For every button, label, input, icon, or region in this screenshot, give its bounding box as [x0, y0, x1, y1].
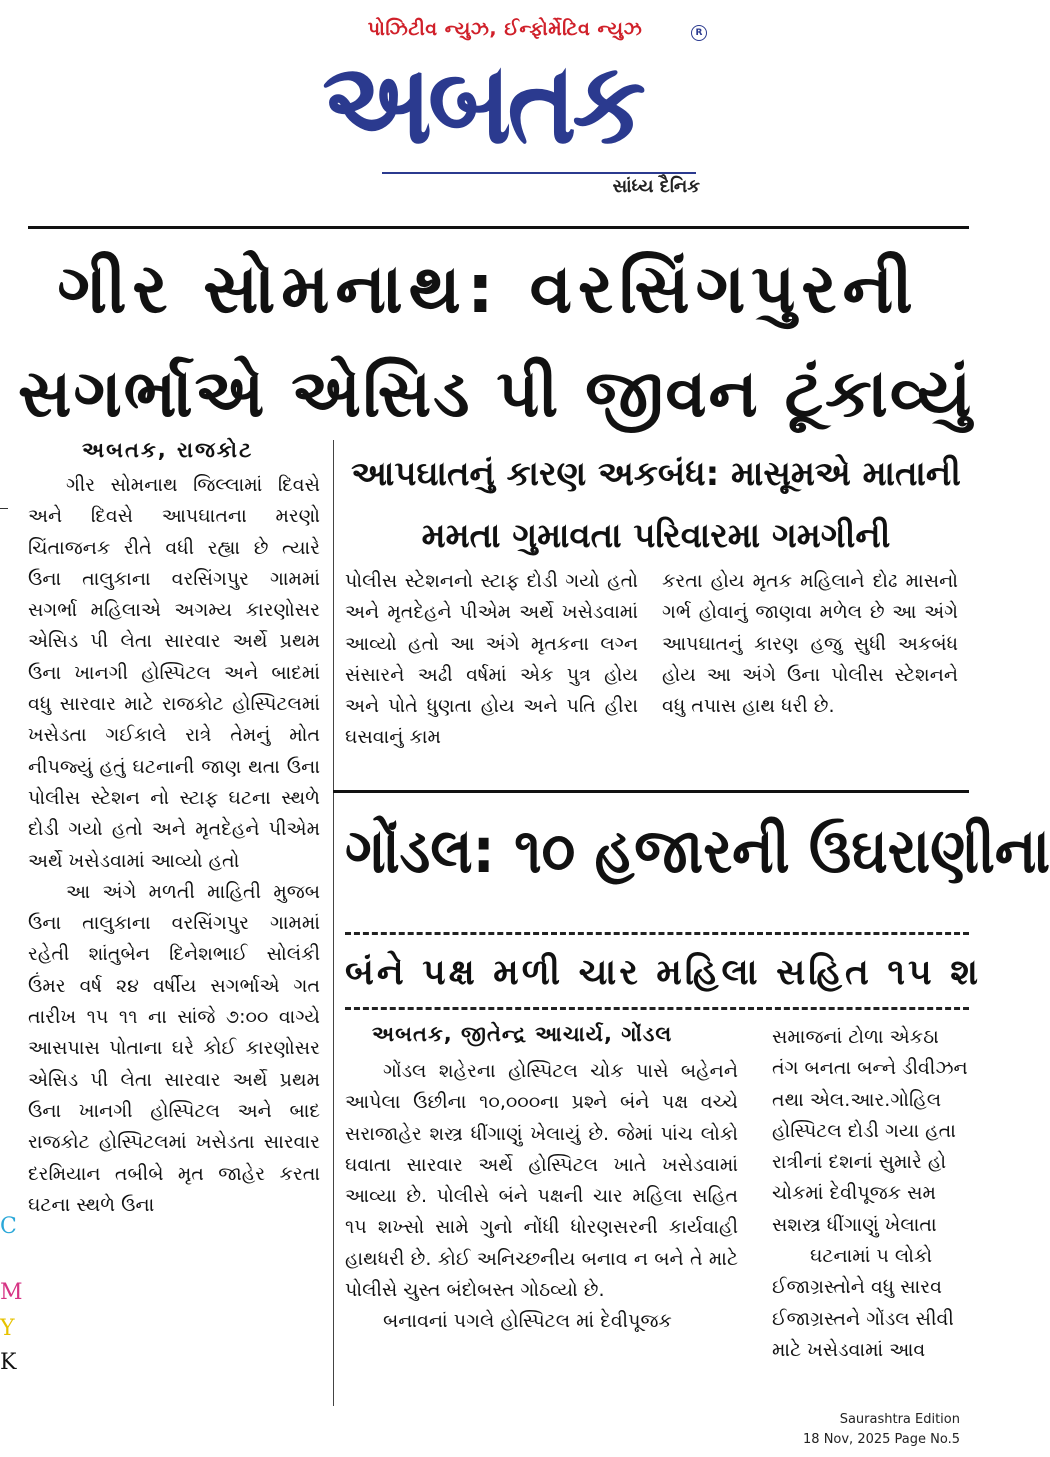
story2-subhead: બંને પક્ષ મળી ચાર મહિલા સહિત ૧૫ શ [345, 952, 981, 993]
masthead-tagline: પોઝિટીવ ન્યુઝ, ઈન્ફોર્મેટિવ ન્યુઝ [367, 18, 643, 40]
registration-mark-m: M [0, 1280, 23, 1305]
story2-line: હોસ્પિટલ દોડી ગયા હતા [772, 1119, 956, 1142]
story2-paragraph: બનાવનાં પગલે હોસ્પિટલ માં દેવીપૂજક [383, 1310, 672, 1333]
story1-byline: અબતક, રાજકોટ [82, 438, 254, 462]
footer-date-page: 18 Nov, 2025 Page No.5 [803, 1432, 960, 1447]
story2-line: ઘટનામાં ૫ લોકો [810, 1245, 933, 1268]
story1-headline-line1: ગીર સોમનાથ: વરસિંગપુરની [57, 250, 919, 329]
story2-line: ચોકમાં દેવીપૂજક સમ [772, 1182, 936, 1205]
crop-mark [0, 508, 8, 509]
story1-left-column [28, 470, 320, 1410]
story2-line: તંગ બનતા બન્ને ડીવીઝન [772, 1057, 968, 1080]
story2-line: સશસ્ત્ર ધીંગાણું ખેલાતા [772, 1213, 937, 1236]
story1-paragraph: આ અંગે મળતી માહિતી મુજબ ઉના તાલુકાના વરસિંગપુર ગામમાં રહેતી શાંતુબેન દિનેશભાઈ સોલંકી ઉંમર વર્ષ ૨૪ વર્ષીય સગર્ભાએ ગત તારીખ ૧૫ ૧૧ ના સાંજે ૭:૦૦ વાગ્યે આસપાસ પોતાના ઘરે કોઈ કારણોસર એસિડ પી લેતા સારવાર અર્થે પ્રથમ ઉના ખાનગી હોસ્પિટલ અને બાદ રાજકોટ હોસ્પિટલમાં ખસેડતા સારવાર દરમિયાન તબીબે મૃત જાહેર કરતા ઘટના સ્થળે ઉના [28, 880, 320, 1216]
logo-rule [382, 172, 696, 174]
story2-column-2 [772, 1022, 969, 1406]
story1-mid-column-2 [662, 566, 958, 786]
story2-line: માટે ખસેડવામાં આવ [772, 1338, 926, 1361]
registration-mark-k: K [0, 1350, 17, 1375]
registration-mark-y: Y [0, 1316, 15, 1341]
story2-line: ઈજાગ્રસ્તોને વધુ સારવ [772, 1276, 942, 1299]
story2-line: રાત્રીનાં દશનાં સુમારે હો [772, 1151, 947, 1174]
story1-paragraph: ગીર સોમનાથ જિલ્લામાં દિવસે અને દિવસે આપઘાતના મરણો ચિંતાજનક રીતે વધી રહ્યા છે ત્યારે ઉના તાલુકાના વરસિંગપુર ગામમાં સગર્ભા મહિલાએ અગમ્ય કારણોસર એસિડ પી લેતા સારવાર અર્થે પ્રથમ ઉના ખાનગી હોસ્પિટલ અને બાદમાં વધુ સારવાર માટે રાજકોટ હોસ્પિટલમાં ખસેડતા ગઈકાલે રાત્રે તેમનું મોત નીપજ્યું હતું ઘટનાની જાણ થતા ઉના પોલીસ સ્ટેશન નો સ્ટાફ ઘટના સ્થળે દોડી ગયો હતો અને મૃતદેહને પીએમ અર્થે ખસેડવામાં આવ્યો હતો [28, 474, 320, 872]
story2-line: સમાજનાં ટોળા એકઠા [772, 1026, 939, 1048]
footer-edition: Saurashtra Edition [839, 1412, 960, 1427]
story1-mid-column-1 [345, 566, 638, 786]
story2-column-1 [345, 1056, 738, 1406]
story2-paragraph: ગોંડલ શહેરના હોસ્પિટલ ચોક પાસે બહેનને આપેલા ઉછીના ૧૦,૦૦૦ના પ્રશ્ને બંને પક્ષ વચ્ચે સરાજાહેર શસ્ત્ર ધીંગાણું ખેલાયું છે. જેમાં પાંચ લોકો ઘવાતા સારવાર અર્થે હોસ્પિટલ ખાતે ખસેડવામાં આવ્યા છે. પોલીસે બંને પક્ષની ચાર મહિલા સહિત ૧૫ શખ્સો સામે ગુનો નોંધી ધોરણસરની કાર્યવાહી હાથધરી છે. કોઈ અનિચ્છનીય બનાવ ન બને તે માટે પોલીસે ચુસ્ત બંદોબસ્ત ગોઠવ્યો છે. [345, 1060, 738, 1302]
story1-subhead-line2: મમતા ગુમાવતા પરિવારમા ગમગીની [421, 516, 891, 556]
story2-headline: ગોંડલ: ૧૦ હજારની ઉઘરાણીના [345, 814, 1050, 887]
masthead-subtitle: સાંધ્ય દૈનિક [612, 176, 700, 197]
dashed-rule [345, 1007, 969, 1010]
story1-paragraph: કરતા હોય મૃતક મહિલાને દોઢ માસનો ગર્ભ હોવાનું જાણવા મળેલ છે આ અંગે આપઘાતનું કારણ હજુ સુધી અકબંધ હોય આ અંગે ઉના પોલીસ સ્ટેશનને વધુ તપાસ હાથ ધરી છે. [662, 570, 958, 718]
story2-line: ઈજાગ્રસ્તને ગોંડલ સીવી [772, 1307, 954, 1330]
story1-paragraph: પોલીસ સ્ટેશનનો સ્ટાફ દોડી ગયો હતો અને મૃતદેહને પીએમ અર્થે ખસેડવામાં આવ્યો હતો આ અંગે મૃતકના લગ્ન સંસારને અઢી વર્ષમાં એક પુત્ર હોય અને પોતે ધુણતા હોય અને પતિ હીરા ઘસવાનું કામ [345, 570, 638, 749]
column-divider [333, 440, 334, 1406]
story1-headline-line2: સગર્ભાએ એસિડ પી જીવન ટૂંકાવ્યું [18, 355, 974, 432]
story1-subhead-line1: આપઘાતનું કારણ અકબંધ: માસૂમએ માતાની [351, 454, 961, 494]
registration-mark-c: C [0, 1214, 17, 1239]
story-divider [333, 790, 969, 793]
registered-mark: R [691, 25, 707, 41]
dashed-rule [345, 932, 969, 935]
top-divider [28, 226, 969, 229]
masthead-logo: અબતક [322, 37, 642, 169]
story2-byline: અબતક, જીતેન્દ્ર આચાર્ય, ગોંડલ [372, 1022, 673, 1046]
story2-line: તથા એલ.આર.ગોહિલ [772, 1088, 942, 1111]
